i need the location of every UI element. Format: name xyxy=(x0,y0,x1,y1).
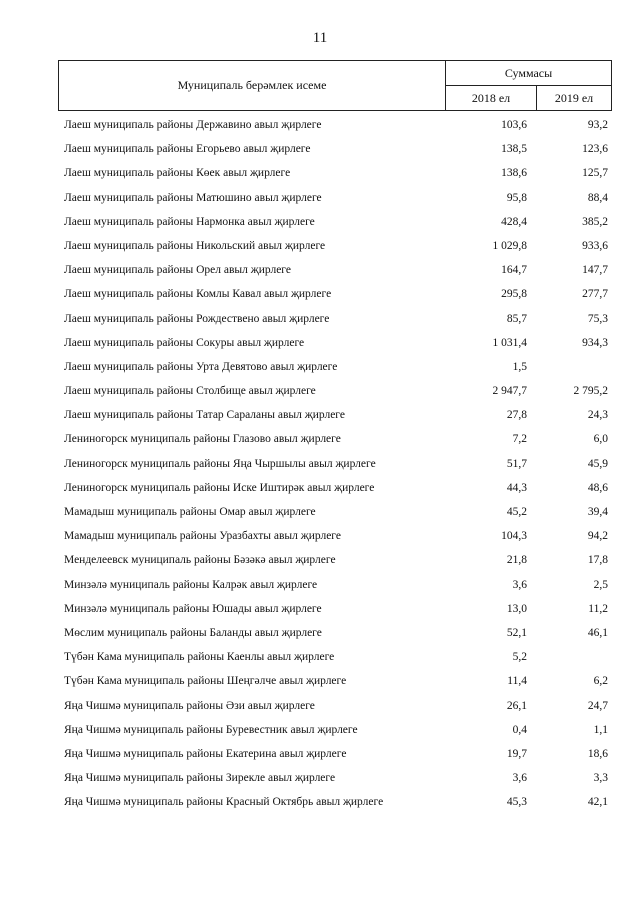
value-2018: 52,1 xyxy=(506,626,527,639)
table-header xyxy=(58,60,612,111)
value-2019: 2,5 xyxy=(593,578,608,591)
table-row xyxy=(0,210,640,234)
value-2018: 1 031,4 xyxy=(492,336,527,349)
value-2019: 2 795,2 xyxy=(573,385,608,398)
value-2018: 428,4 xyxy=(501,215,527,228)
value-2018: 295,8 xyxy=(501,288,527,301)
value-2018: 104,3 xyxy=(501,530,527,543)
table-row xyxy=(0,186,640,210)
municipality-name: Яңа Чишмә муниципаль районы Әзи авыл җирлеге xyxy=(64,699,315,712)
table-row xyxy=(0,403,640,427)
value-2018: 21,8 xyxy=(506,554,527,567)
value-2018: 85,7 xyxy=(506,312,527,325)
value-2018: 138,5 xyxy=(501,143,527,156)
municipality-name: Лаеш муниципаль районы Татар Сараланы авыл җирлеге xyxy=(64,409,345,422)
table-row xyxy=(0,573,640,597)
table-row xyxy=(0,766,640,790)
municipality-name: Мөслим муниципаль районы Баланды авыл җирлеге xyxy=(64,626,322,639)
municipality-name: Лаеш муниципаль районы Столбище авыл җирлеге xyxy=(64,385,316,398)
municipality-name: Яңа Чишмә муниципаль районы Красный Октябрь авыл җирлеге xyxy=(64,796,384,809)
municipality-name: Лаеш муниципаль районы Орел авыл җирлеге xyxy=(64,264,291,277)
value-2019: 933,6 xyxy=(582,239,608,252)
value-2019: 11,2 xyxy=(588,602,608,615)
table-row xyxy=(0,452,640,476)
table-row xyxy=(0,331,640,355)
table-row xyxy=(0,476,640,500)
municipality-name: Яңа Чишмә муниципаль районы Зирекле авыл җирлеге xyxy=(64,772,336,785)
value-2018: 3,6 xyxy=(512,578,527,591)
value-2019: 42,1 xyxy=(587,796,608,809)
value-2018: 11,4 xyxy=(507,675,527,688)
municipality-name: Мамадыш муниципаль районы Уразбахты авыл җирлеге xyxy=(64,530,341,543)
value-2018: 3,6 xyxy=(512,772,527,785)
value-2018: 51,7 xyxy=(506,457,527,470)
value-2019: 24,7 xyxy=(587,699,608,712)
table-row xyxy=(0,500,640,524)
value-2018: 19,7 xyxy=(506,747,527,760)
value-2018: 2 947,7 xyxy=(492,385,527,398)
value-2018: 95,8 xyxy=(506,191,527,204)
value-2019: 123,6 xyxy=(582,143,608,156)
table-row xyxy=(0,548,640,572)
value-2018: 138,6 xyxy=(501,167,527,180)
table-row xyxy=(0,742,640,766)
municipality-name: Лаеш муниципаль районы Державино авыл җирлеге xyxy=(64,119,322,131)
value-2018: 45,3 xyxy=(506,796,527,809)
value-2019: 75,3 xyxy=(587,312,608,325)
table-row xyxy=(0,161,640,185)
table-row xyxy=(0,137,640,161)
table-row xyxy=(0,524,640,548)
municipality-name: Яңа Чишмә муниципаль районы Екатерина авыл җирлеге xyxy=(64,747,347,760)
value-2019: 17,8 xyxy=(587,554,608,567)
municipality-name: Менделеевск муниципаль районы Бәзәкә авыл җирлеге xyxy=(64,554,336,567)
value-2018: 45,2 xyxy=(506,506,527,518)
table-row xyxy=(0,307,640,331)
value-2019: 48,6 xyxy=(587,481,608,494)
value-2018: 27,8 xyxy=(506,409,527,422)
value-2018: 44,3 xyxy=(506,481,527,494)
page-number: 11 xyxy=(312,30,328,46)
municipality-name: Лаеш муниципаль районы Никольский авыл җирлеге xyxy=(64,239,326,252)
value-2019: 125,7 xyxy=(582,167,608,180)
table-row xyxy=(0,113,640,137)
municipality-name: Лаеш муниципаль районы Егорьево авыл җирлеге xyxy=(64,143,311,156)
value-2019: 277,7 xyxy=(582,288,608,301)
value-2019: 45,9 xyxy=(587,457,608,470)
value-2019: 88,4 xyxy=(587,191,608,204)
value-2019: 39,4 xyxy=(587,506,608,518)
name-column-header: Муниципаль берәмлек исеме xyxy=(59,61,446,110)
table-row xyxy=(0,258,640,282)
value-2018: 7,2 xyxy=(512,433,527,446)
table-row xyxy=(0,379,640,403)
value-2018: 5,2 xyxy=(512,651,527,664)
value-2018: 164,7 xyxy=(501,264,527,277)
table-row xyxy=(0,355,640,379)
municipality-name: Минзәлә муниципаль районы Калрәк авыл җирлеге xyxy=(64,578,318,591)
value-2019: 93,2 xyxy=(587,119,608,131)
value-2019: 94,2 xyxy=(587,530,608,543)
municipality-name: Лениногорск муниципаль районы Иске Иштирәк авыл җирлеге xyxy=(64,481,375,494)
value-2019: 24,3 xyxy=(587,409,608,422)
value-2018: 103,6 xyxy=(501,119,527,131)
municipality-name: Лаеш муниципаль районы Матюшино авыл җирлеге xyxy=(64,191,322,204)
value-2018: 1,5 xyxy=(512,360,527,373)
municipality-name: Лаеш муниципаль районы Нармонка авыл җирлеге xyxy=(64,215,315,228)
value-2018: 1 029,8 xyxy=(492,239,527,252)
value-2019: 3,3 xyxy=(593,772,608,785)
table-row xyxy=(0,597,640,621)
value-2018: 0,4 xyxy=(512,723,527,736)
municipality-name: Лениногорск муниципаль районы Яңа Чыршылы авыл җирлеге xyxy=(64,457,376,470)
municipality-name: Лаеш муниципаль районы Урта Девятово авыл җирлеге xyxy=(64,360,338,373)
sum-column-header: Суммасы xyxy=(446,61,611,86)
table-row xyxy=(0,234,640,258)
value-2019: 6,2 xyxy=(593,675,608,688)
table-row xyxy=(0,694,640,718)
municipality-name: Минзәлә муниципаль районы Юшады авыл җирлеге xyxy=(64,602,322,615)
municipality-name: Түбән Кама муниципаль районы Шеңгәлче авыл җирлеге xyxy=(64,675,347,688)
value-2019: 147,7 xyxy=(582,264,608,277)
municipality-name: Түбән Кама муниципаль районы Каенлы авыл җирлеге xyxy=(64,651,335,664)
year-2019-header: 2019 ел xyxy=(554,90,594,105)
value-2019: 934,3 xyxy=(582,336,608,349)
value-2018: 13,0 xyxy=(506,602,527,615)
table-row xyxy=(0,718,640,742)
table-row xyxy=(0,282,640,306)
value-2018: 26,1 xyxy=(506,699,527,712)
value-2019: 46,1 xyxy=(587,626,608,639)
value-2019: 385,2 xyxy=(582,215,608,228)
municipality-name: Лениногорск муниципаль районы Глазово авыл җирлеге xyxy=(64,433,341,446)
municipality-name: Лаеш муниципаль районы Сокуры авыл җирлеге xyxy=(64,336,305,349)
table-body xyxy=(0,113,640,814)
table-row xyxy=(0,645,640,669)
table-row xyxy=(0,790,640,814)
table-row xyxy=(0,669,640,693)
year-2018-header: 2018 ел xyxy=(446,86,537,110)
value-2019: 1,1 xyxy=(593,723,608,736)
municipality-name: Яңа Чишмә муниципаль районы Буревестник авыл җирлеге xyxy=(64,723,358,736)
municipality-name: Мамадыш муниципаль районы Омар авыл җирлеге xyxy=(64,506,316,518)
table-row xyxy=(0,621,640,645)
table-row xyxy=(0,427,640,451)
municipality-name: Лаеш муниципаль районы Комлы Кавал авыл җирлеге xyxy=(64,288,332,301)
municipality-name: Лаеш муниципаль районы Рождествено авыл җирлеге xyxy=(64,312,330,325)
value-2019: 6,0 xyxy=(593,433,608,446)
value-2019: 18,6 xyxy=(587,747,608,760)
municipality-name: Лаеш муниципаль районы Көек авыл җирлеге xyxy=(64,167,291,180)
